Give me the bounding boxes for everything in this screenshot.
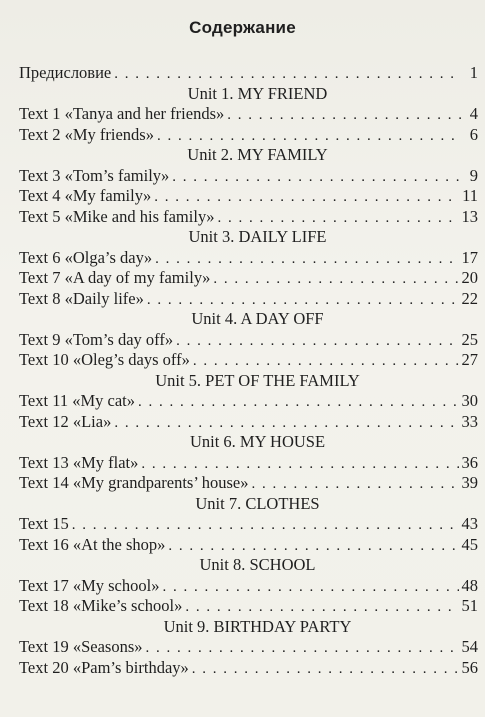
toc-entry-label: Text 8 «Daily life» bbox=[19, 288, 144, 308]
unit-heading: Unit 3. DAILY LIFE bbox=[188, 227, 327, 246]
toc-entry-label: Text 14 «My grandparents’ house» bbox=[19, 473, 249, 492]
toc-entry bbox=[19, 330, 478, 351]
dot-leader bbox=[147, 290, 459, 311]
toc-entry-label: Text 5 «Mike and his family» bbox=[19, 206, 215, 226]
toc-entry bbox=[19, 637, 478, 658]
toc-entry-page: 30 bbox=[461, 391, 478, 410]
toc-entry bbox=[19, 596, 478, 617]
toc-entry-label: Text 18 «Mike’s school» bbox=[19, 596, 183, 615]
dot-leader bbox=[141, 454, 458, 475]
unit-heading: Unit 8. SCHOOL bbox=[199, 555, 316, 574]
toc-entry-page: 39 bbox=[461, 473, 478, 492]
toc-entry-page: 33 bbox=[461, 411, 478, 431]
toc-entry-label: Text 12 «Lia» bbox=[19, 411, 112, 431]
toc-entry-page: 43 bbox=[461, 514, 478, 533]
toc-entry-label: Text 15 bbox=[19, 514, 69, 533]
toc-entry-page: 25 bbox=[461, 329, 478, 349]
unit-heading: Unit 1. MY FRIEND bbox=[187, 83, 328, 103]
toc-entry-page: 20 bbox=[461, 268, 478, 287]
toc-entry-page: 45 bbox=[461, 534, 478, 554]
toc-entry bbox=[19, 535, 478, 556]
toc-entry-page: 6 bbox=[469, 124, 478, 144]
toc-entry-label: Text 2 «My friends» bbox=[19, 124, 154, 144]
toc-entry-page: 17 bbox=[461, 247, 478, 267]
dot-leader bbox=[213, 269, 458, 290]
toc-entry-label: Text 7 «A day of my family» bbox=[19, 268, 211, 287]
toc-entry-label: Text 6 «Olga’s day» bbox=[19, 247, 153, 267]
toc-entry-page: 48 bbox=[461, 575, 478, 595]
toc-entry-label: Text 13 «My flat» bbox=[19, 452, 139, 472]
toc-entry bbox=[19, 576, 478, 597]
toc-entry bbox=[19, 658, 478, 679]
toc-entry bbox=[19, 391, 478, 412]
unit-heading: Unit 2. MY FAMILY bbox=[187, 145, 328, 164]
toc-entry-label: Text 19 «Seasons» bbox=[19, 637, 143, 656]
dot-leader bbox=[114, 413, 458, 434]
toc-entry-page: 54 bbox=[461, 637, 478, 656]
unit-heading: Unit 5. PET OF THE FAMILY bbox=[155, 370, 360, 390]
toc-entry-label: Text 16 «At the shop» bbox=[19, 534, 166, 554]
toc-entry-label: Предисловие bbox=[19, 63, 112, 82]
dot-leader bbox=[172, 167, 461, 188]
toc-entry-label: Text 10 «Oleg’s days off» bbox=[19, 350, 190, 369]
toc-entry bbox=[19, 268, 478, 289]
toc-entry-label: Text 3 «Tom’s family» bbox=[19, 165, 170, 185]
dot-leader bbox=[157, 126, 461, 147]
toc-entry bbox=[19, 514, 478, 535]
unit-heading: Unit 7. CLOTHES bbox=[195, 493, 320, 513]
toc-entry-page: 4 bbox=[469, 104, 478, 123]
toc-entry bbox=[19, 125, 478, 146]
toc-entry bbox=[19, 166, 478, 187]
toc-entry-page: 27 bbox=[461, 350, 478, 369]
toc-entry-page: 11 bbox=[462, 186, 478, 205]
dot-leader bbox=[72, 515, 459, 536]
toc-entry-label: Text 11 «My cat» bbox=[19, 391, 135, 410]
dot-leader bbox=[227, 105, 461, 126]
toc-entry-label: Text 1 «Tanya and her friends» bbox=[19, 104, 225, 123]
dot-leader bbox=[146, 638, 459, 659]
unit-heading: Unit 9. BIRTHDAY PARTY bbox=[163, 616, 352, 636]
toc-entry-page: 56 bbox=[461, 657, 478, 677]
toc-entry bbox=[19, 412, 478, 433]
dot-leader bbox=[114, 64, 461, 85]
toc-entry-label: Text 20 «Pam’s birthday» bbox=[19, 657, 189, 677]
toc-entry-page: 36 bbox=[461, 452, 478, 472]
dot-leader bbox=[155, 249, 458, 270]
toc-entry bbox=[19, 186, 478, 207]
dot-leader bbox=[168, 536, 458, 557]
toc-entry bbox=[19, 104, 478, 125]
units-list bbox=[19, 84, 478, 679]
dot-leader bbox=[252, 474, 459, 495]
dot-leader bbox=[185, 597, 458, 618]
toc-entry-page: 22 bbox=[461, 288, 478, 308]
dot-leader bbox=[176, 331, 458, 352]
toc-entry-preface bbox=[19, 63, 478, 84]
dot-leader bbox=[217, 208, 458, 229]
dot-leader bbox=[162, 577, 458, 598]
dot-leader bbox=[154, 187, 459, 208]
toc-entry bbox=[19, 207, 478, 228]
dot-leader bbox=[192, 659, 459, 680]
toc-entry-label: Text 9 «Tom’s day off» bbox=[19, 329, 174, 349]
table-of-contents bbox=[19, 63, 478, 678]
page-title: Содержание bbox=[189, 18, 296, 37]
toc-entry-page: 9 bbox=[469, 165, 478, 185]
toc-entry-page: 1 bbox=[469, 63, 478, 82]
toc-entry bbox=[19, 453, 478, 474]
dot-leader bbox=[193, 351, 459, 372]
toc-entry-label: Text 17 «My school» bbox=[19, 575, 160, 595]
dot-leader bbox=[138, 392, 459, 413]
unit-heading: Unit 4. A DAY OFF bbox=[191, 309, 324, 328]
toc-entry bbox=[19, 350, 478, 371]
unit-heading: Unit 6. MY HOUSE bbox=[189, 432, 326, 451]
toc-entry-page: 51 bbox=[461, 596, 478, 615]
toc-entry-page: 13 bbox=[461, 206, 478, 226]
toc-entry-label: Text 4 «My family» bbox=[19, 186, 152, 205]
toc-entry bbox=[19, 289, 478, 310]
toc-entry bbox=[19, 248, 478, 269]
toc-entry bbox=[19, 473, 478, 494]
